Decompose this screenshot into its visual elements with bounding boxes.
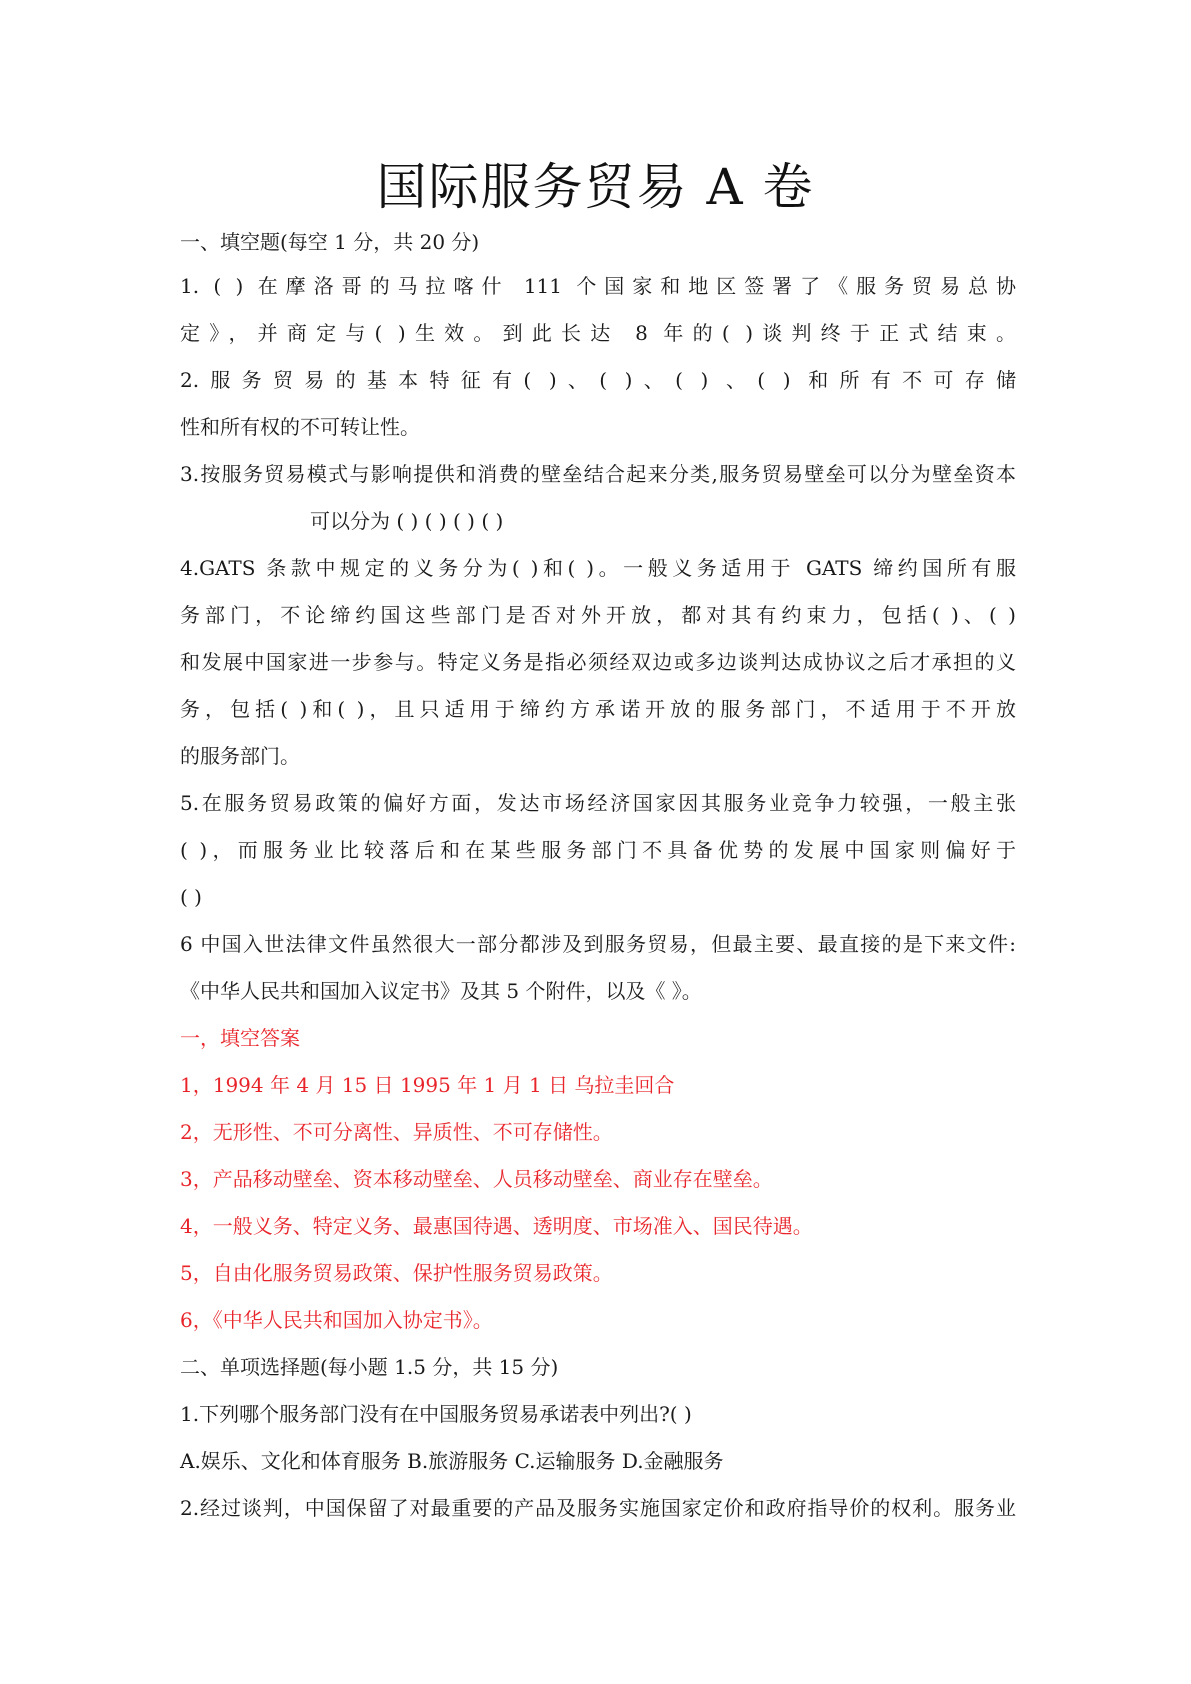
q4-line-5: 的服务部门。 [180, 744, 300, 768]
mc-q1: 1.下列哪个服务部门没有在中国服务贸易承诺表中列出?( ) [180, 1402, 692, 1426]
answer-5: 5，自由化服务贸易政策、保护性服务贸易政策。 [180, 1261, 613, 1285]
section2-heading: 二、单项选择题(每小题 1.5 分，共 15 分) [180, 1355, 559, 1379]
q2-line-2: 性和所有权的不可转让性。 [180, 415, 420, 439]
answer-2: 2，无形性、不可分离性、异质性、不可存储性。 [180, 1120, 613, 1144]
q4-line-3: 和发展中国家进一步参与。特定义务是指必须经双边或多边谈判达成协议之后才承担的义 [180, 650, 1016, 674]
q3-line-1: 3.按服务贸易模式与影响提供和消费的壁垒结合起来分类,服务贸易壁垒可以分为壁垒资本 [180, 462, 1016, 486]
q6-line-1: 6 中国入世法律文件虽然很大一部分都涉及到服务贸易，但最主要、最直接的是下来文件: [180, 932, 1016, 956]
answers-heading: 一，填空答案 [180, 1026, 300, 1050]
q4-line-4: 务，包括( )和( )，且只适用于缔约方承诺开放的服务部门，不适用于不开放 [180, 697, 1016, 721]
answer-4: 4，一般义务、特定义务、最惠国待遇、透明度、市场准入、国民待遇。 [180, 1214, 813, 1238]
answer-1: 1，1994 年 4 月 15 日 1995 年 1 月 1 日 乌拉圭回合 [180, 1073, 675, 1097]
q6-line-2: 《中华人民共和国加入议定书》及其 5 个附件，以及《 》。 [180, 979, 702, 1003]
q4-line-2: 务部门，不论缔约国这些部门是否对外开放，都对其有约束力，包括( )、( ) [180, 603, 1016, 627]
q1-line-2: 定》，并商定与( )生效。到此长达 8 年的( )谈判终于正式结束。 [180, 321, 1016, 345]
q3-line-2: 可以分为 ( ) ( ) ( ) ( ) [310, 509, 504, 533]
section1-heading: 一、填空题(每空 1 分，共 20 分) [180, 230, 480, 254]
document-title: 国际服务贸易 A 卷 [376, 158, 815, 216]
answer-6: 6，《中华人民共和国加入协定书》。 [180, 1308, 493, 1332]
answer-3: 3，产品移动壁垒、资本移动壁垒、人员移动壁垒、商业存在壁垒。 [180, 1167, 773, 1191]
mc-q2: 2.经过谈判，中国保留了对最重要的产品及服务实施国家定价和政府指导价的权利。服务业 [180, 1496, 1016, 1520]
q2-line-1: 2.服务贸易的基本特征有( )、( )、( ) 、( ) 和所有不可存储 [180, 368, 1016, 392]
q5-line-1: 5.在服务贸易政策的偏好方面，发达市场经济国家因其服务业竞争力较强，一般主张 [180, 791, 1016, 815]
mc-q1-options: A.娱乐、文化和体育服务 B.旅游服务 C.运输服务 D.金融服务 [180, 1449, 724, 1473]
q5-line-2: ( )，而服务业比较落后和在某些服务部门不具备优势的发展中国家则偏好于 [180, 838, 1016, 862]
q4-line-1: 4.GATS 条款中规定的义务分为( )和( )。一般义务适用于 GATS 缔约国所有服 [180, 556, 1016, 580]
q5-line-3: ( ) [180, 885, 202, 909]
q1-line-1: 1. ( ) 在摩洛哥的马拉喀什 111 个国家和地区签署了《服务贸易总协 [180, 274, 1016, 298]
